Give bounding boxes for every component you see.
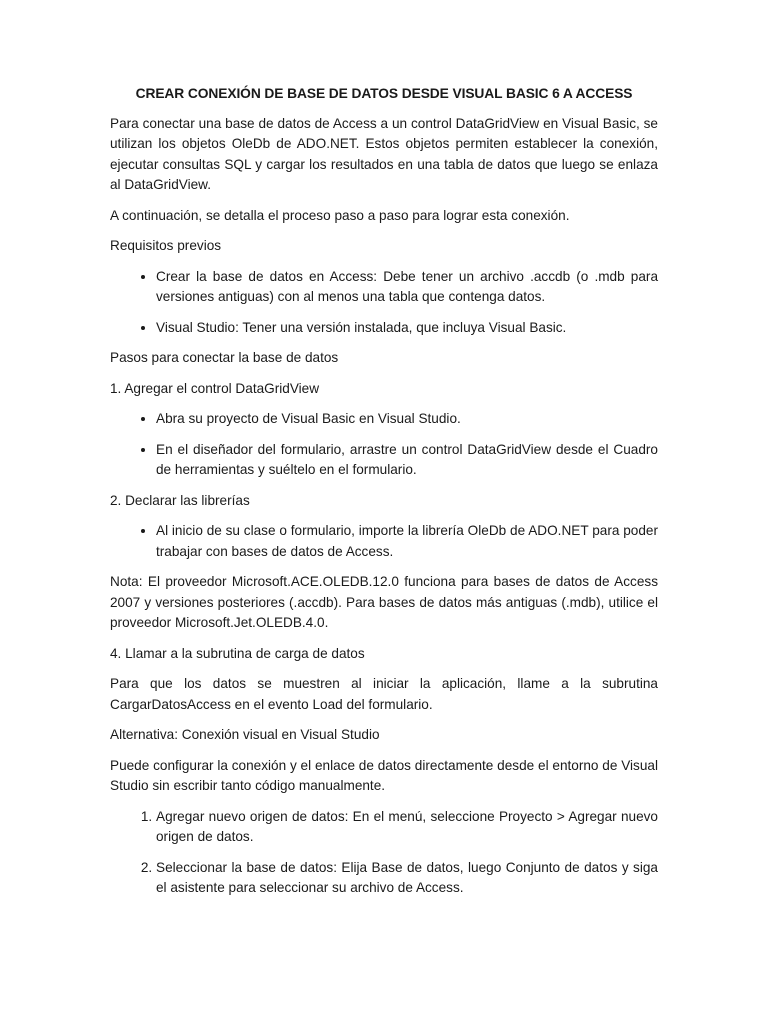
requisitos-heading: Requisitos previos <box>110 238 222 253</box>
list-item: • Crear la base de datos en Access: Debe tener un archivo .accdb (o .mdb para versiones antiguas) con al menos una tabla que contenga datos. <box>156 267 658 308</box>
list-item: 2. Seleccionar la base de datos: Elija Base de datos, luego Conjunto de datos y siga el asistente para seleccionar su archivo de Access. <box>156 858 658 899</box>
alternativa-heading: Alternativa: Conexión visual en Visual Studio <box>110 727 380 742</box>
list-item: • Al inicio de su clase o formulario, importe la librería OleDb de ADO.NET para poder trabajar con bases de datos de Access. <box>156 521 658 562</box>
paso2-heading: 2. Declarar las librerías <box>110 492 250 508</box>
intro-paragraph: Para conectar una base de datos de Access a un control DataGridView en Visual Basic, se utilizan los objetos OleDb de ADO.NET. Estos objetos permiten establecer la conexión, ejecutar consultas SQL y cargar los resultados en una tabla de datos que luego se enlaza al DataGridView. <box>110 115 658 192</box>
alternativa-steps-list <box>110 807 658 899</box>
nota-paragraph: Nota: El proveedor Microsoft.ACE.OLEDB.12.0 funciona para bases de datos de Access 2007 y versiones posteriores (.accdb). Para bases de datos más antiguas (.mdb), utilice el proveedor Microsoft.Jet.OLEDB.4.0. <box>110 574 658 630</box>
list-item: • Visual Studio: Tener una versión instalada, que incluya Visual Basic. <box>156 318 658 339</box>
list-item: 1. Agregar nuevo origen de datos: En el menú, seleccione Proyecto > Agregar nuevo origen de datos. <box>156 807 658 848</box>
document-page <box>110 84 658 909</box>
document-title: CREAR CONEXIÓN DE BASE DE DATOS DESDE VISUAL BASIC 6 A ACCESS <box>135 86 633 101</box>
requisitos-list <box>110 267 658 339</box>
list-item: • Abra su proyecto de Visual Basic en Visual Studio. <box>156 409 658 430</box>
paso1-heading: 1. Agregar el control DataGridView <box>110 380 320 396</box>
pasos-heading: Pasos para conectar la base de datos <box>110 350 339 365</box>
paso1-list <box>110 409 658 481</box>
alternativa-paragraph: Puede configurar la conexión y el enlace de datos directamente desde el entorno de Visual Studio sin escribir tanto código manualmente. <box>110 757 658 793</box>
intro-paragraph-2: A continuación, se detalla el proceso paso a paso para lograr esta conexión. <box>110 207 570 223</box>
paso4-paragraph: Para que los datos se muestren al iniciar la aplicación, llame a la subrutina CargarDatosAccess en el evento Load del formulario. <box>110 676 658 712</box>
list-item: • En el diseñador del formulario, arrastre un control DataGridView desde el Cuadro de herramientas y suéltelo en el formulario. <box>156 440 658 481</box>
paso4-heading: 4. Llamar a la subrutina de carga de datos <box>110 645 365 661</box>
paso2-list <box>110 521 658 562</box>
